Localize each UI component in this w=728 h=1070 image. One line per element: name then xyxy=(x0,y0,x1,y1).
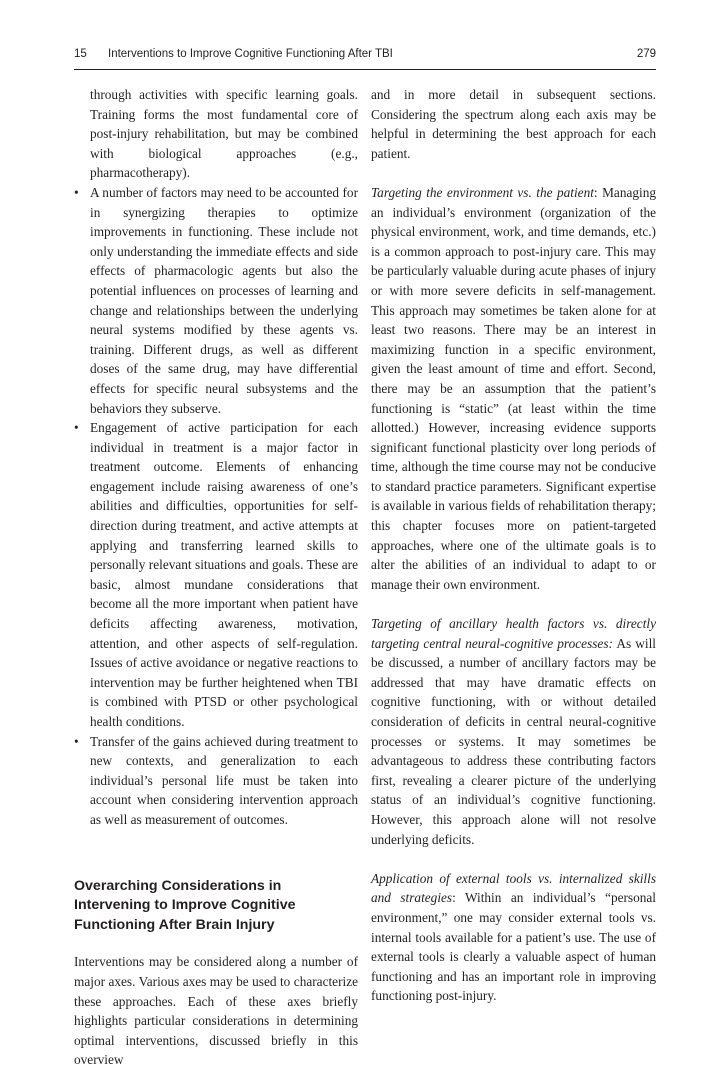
intro-paragraph: and in more detail in subsequent sections. Considering the spectrum along each axis may be helpful in determining the best approach for each patient. xyxy=(371,87,656,161)
paragraph-body: : Managing an individual’s environment (organization of the physical environment, work, and time demands, etc.) is a common approach to post-injury care. This may be particularly valuable during acute phases of injury or with more severe deficits in self-management. This approach may sometimes be taken alone for at least two reasons. There may be an interest in maximizing function in a specific environment, given the least amount of time and effort. Second, there may be an assumption that the patient’s functioning is “static” (at least within the time allotted.) However, increasing evidence supports significant functional plasticity over long periods of time, although the time course may not be conducive to standard practice parameters. Significant expertise is available in various fields of rehabilitation therapy; this chapter focuses more on patient-targeted approaches, where one of the ultimate goals is to alter the abilities of an individual to adapt to or manage their own environment. xyxy=(371,184,657,592)
section-heading: Overarching Considerations in Intervening to Improve Cognitive Functioning After Brain Injury xyxy=(74,877,296,933)
section-paragraph: Interventions may be considered along a number of major axes. Various axes may be used to characterize these approaches. Each of these axes briefly highlights particular considerations in determining optimal interventions, discussed briefly in this overview xyxy=(74,954,358,1068)
paragraph-lead: Application of external tools vs. internalized skills and strategies xyxy=(371,870,656,906)
left-column xyxy=(74,85,358,1070)
page-number: 279 xyxy=(636,48,656,60)
header-rule xyxy=(74,69,656,70)
paragraph-body: As will be discussed, a number of ancillary factors may be addressed that may have dramatic effects on cognitive functioning, with or without detailed consideration of deficits in central neural-cognitive processes or systems. It may sometimes be advantageous to address these contributing factors first, revealing a clearer picture of the underlying status of an individual’s cognitive functioning. However, this approach alone will not resolve underlying deficits. xyxy=(371,635,656,847)
paragraph-lead: Targeting of ancillary health factors vs. directly targeting central neural-cognitive processes: xyxy=(371,616,656,651)
paragraph-lead: Targeting the environment vs. the patient xyxy=(371,184,594,200)
bullet-item: • Engagement of active participation for each individual in treatment is a major factor in treatment outcome. Elements of enhancing engagement include raising awareness of one’s abilities and difficulties, opportunities for self-direction during treatment, and active attempts at applying and transferring learned skills to personally relevant situations and goals. These are basic, almost mundane considerations that become all the more important when patient have deficits affecting awareness, motivation, attention, and other aspects of self-regulation. Issues of active avoidance or negative reactions to intervention may be further heightened when TBI is combined with PTSD or other psychological health conditions. xyxy=(74,418,358,732)
ancillary-paragraph xyxy=(371,614,656,849)
chapter-number: 15 xyxy=(74,48,87,60)
right-column xyxy=(371,85,656,1006)
bullet-item: • Transfer of the gains achieved during treatment to new contexts, and generalization to each individual’s personal life must be taken into account when considering intervention approach as well as measurement of outcomes. xyxy=(74,732,358,830)
continued-paragraph: through activities with specific learning goals. Training forms the most fundamental core of post-injury rehabilitation, but may be combined with biological approaches (e.g., pharmacotherapy). xyxy=(90,87,358,181)
bullet-item: • A number of factors may need to be accounted for in synergizing therapies to optimize improvements in functioning. These include not only understanding the immediate effects and side effects of pharmacologic agents but also the potential influences on processes of learning and change and relationships between the underlying neural systems modified by these agents vs. training. Different drugs, as well as different doses of the same drug, may have differential effects for specific neural subsystems and the behaviors they subserve. xyxy=(74,183,358,418)
running-title: Interventions to Improve Cognitive Functioning After TBI xyxy=(108,48,393,60)
external-tools-paragraph xyxy=(371,869,656,1006)
paragraph-body: : Within an individual’s “personal environment,” one may consider external tools vs. internal tools available for a patient’s use. The use of external tools is clearly a valuable aspect of human functioning and has an important role in improving functioning post-injury. xyxy=(371,890,656,1004)
environment-paragraph xyxy=(371,183,656,594)
bullet-list xyxy=(74,183,358,830)
